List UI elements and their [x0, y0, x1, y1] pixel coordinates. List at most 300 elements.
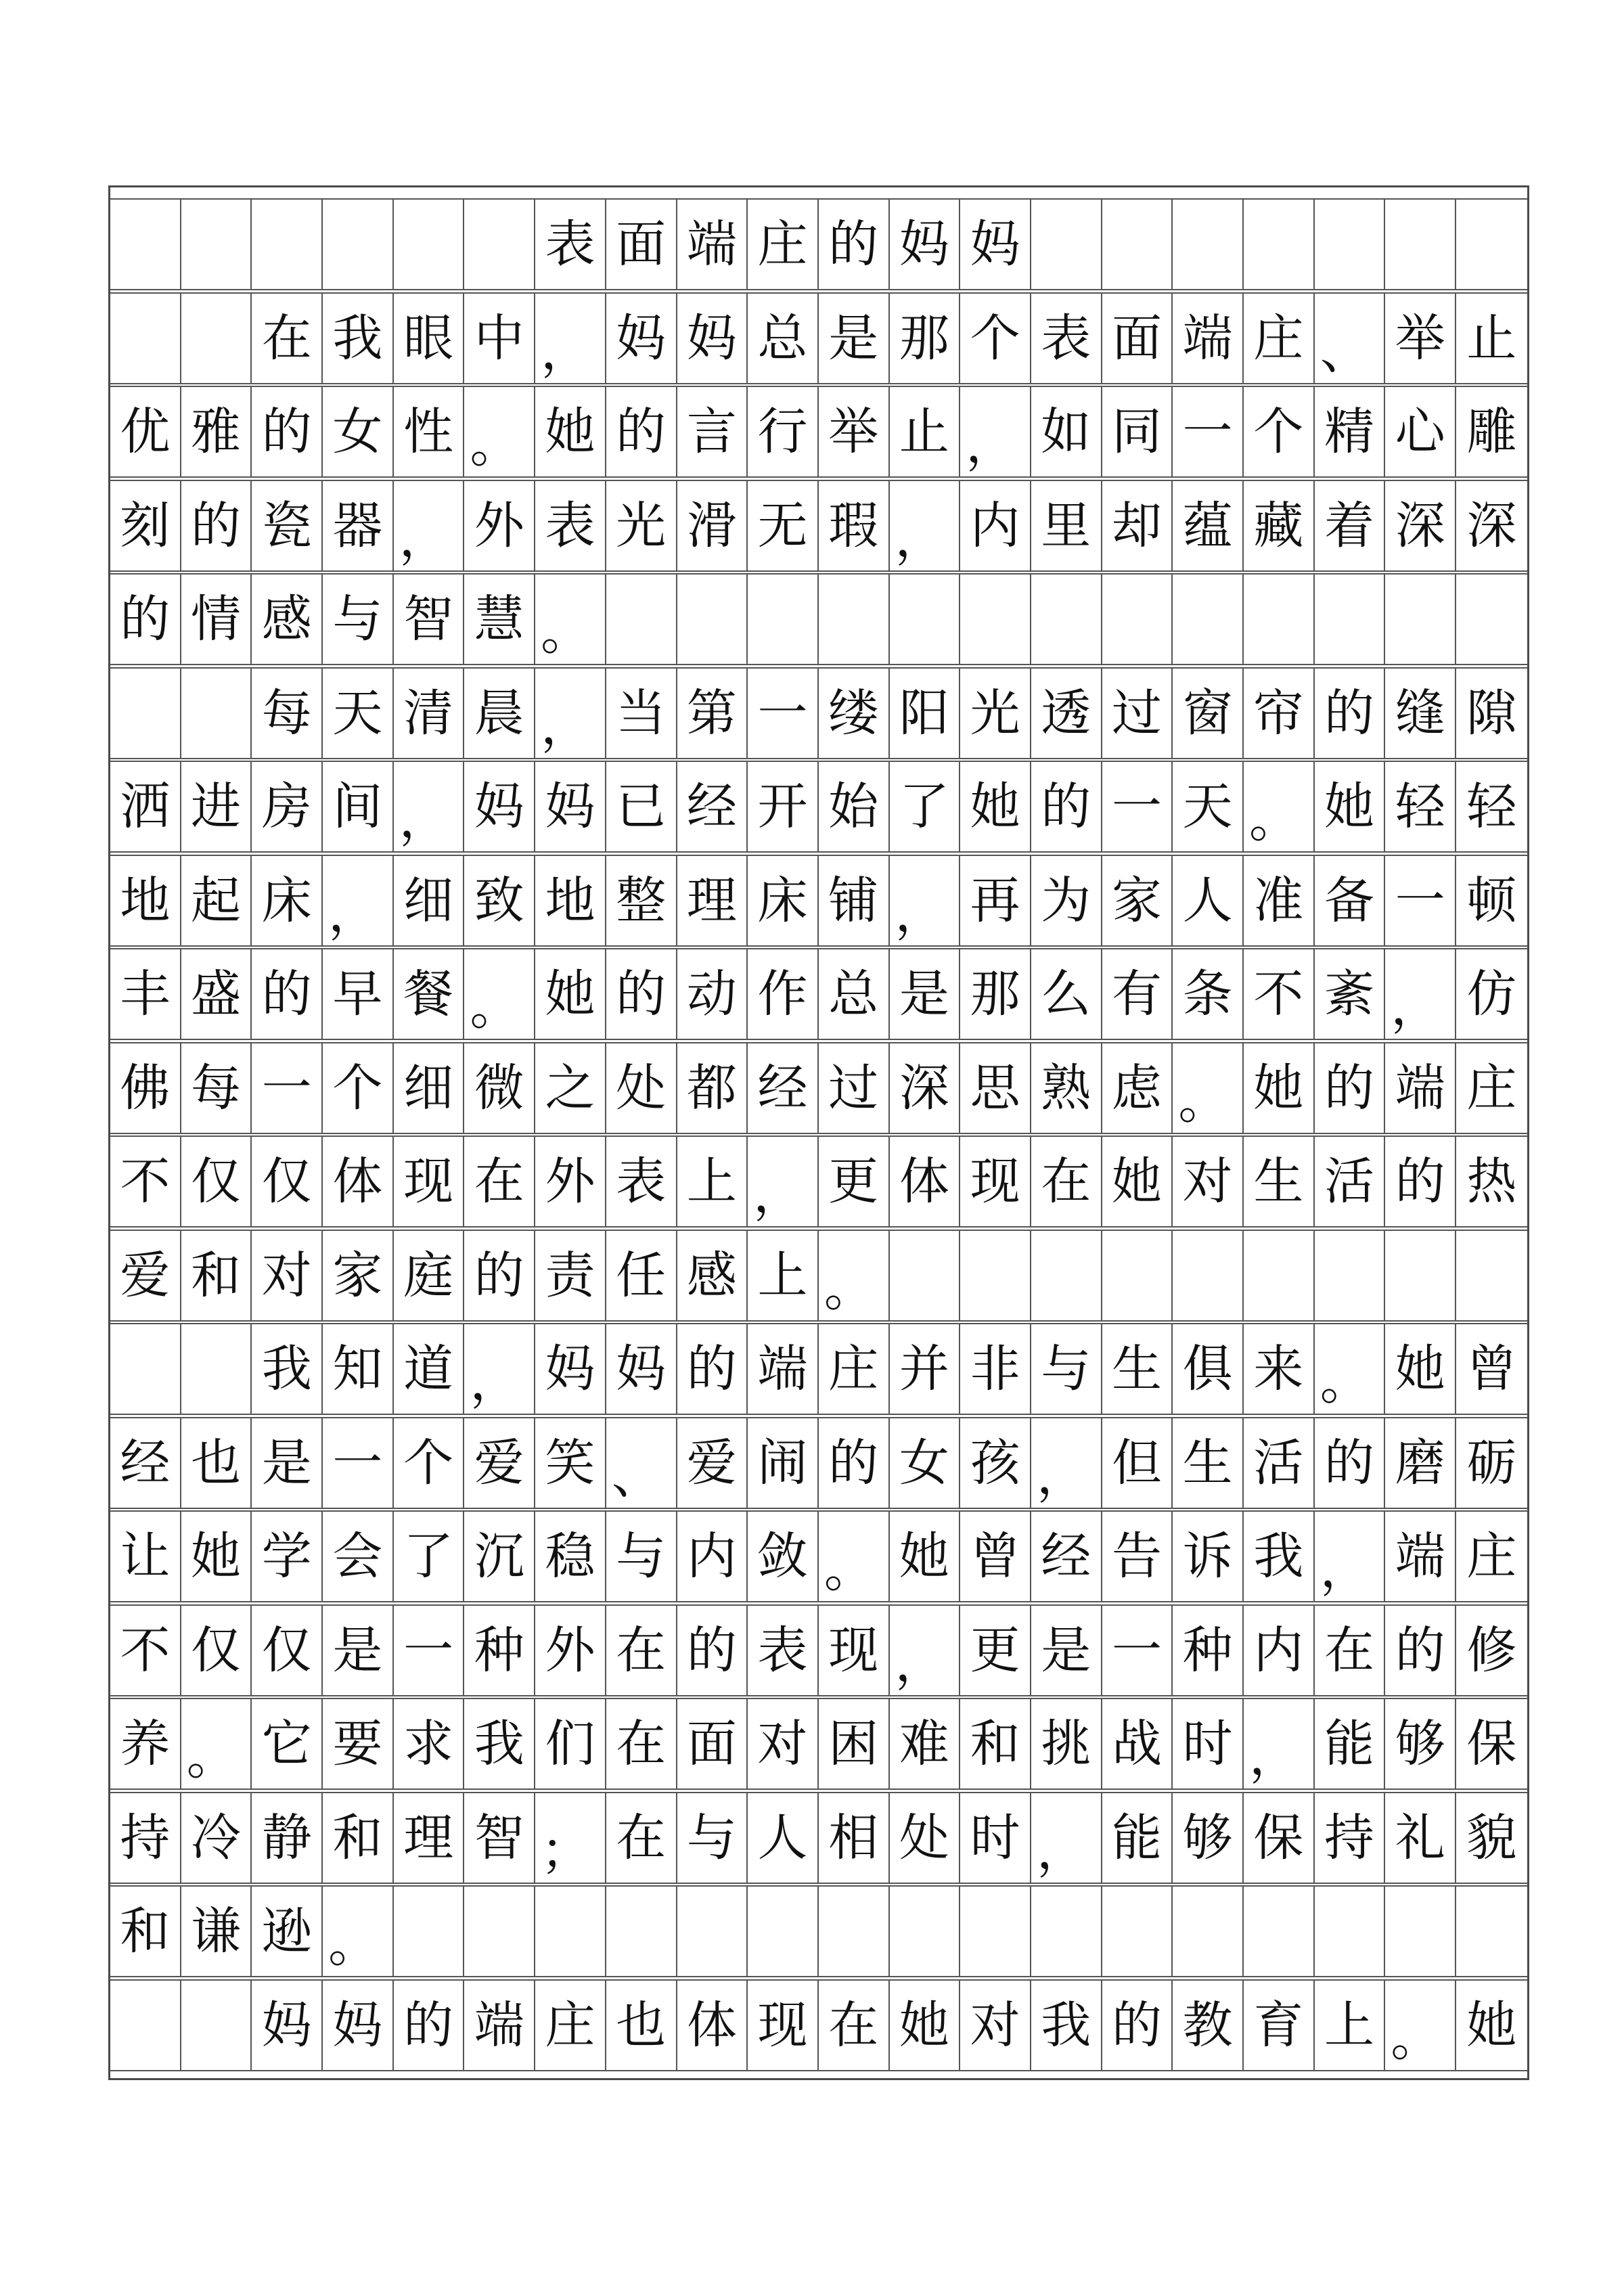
empty-cell	[1315, 575, 1386, 664]
grid-row	[110, 1979, 1527, 2071]
char-cell: 光	[960, 669, 1031, 758]
char-cell: 的	[677, 1606, 748, 1695]
punctuation-cell: ，	[323, 856, 394, 945]
grid-row	[110, 480, 1527, 572]
char-cell: 求	[394, 1699, 465, 1788]
char-cell: 不	[110, 1606, 181, 1695]
char-cell: 对	[960, 1981, 1031, 2070]
char-cell: 在	[1031, 1137, 1102, 1226]
char-cell: 来	[1244, 1324, 1315, 1414]
char-cell: 都	[677, 1043, 748, 1133]
char-cell: 刻	[110, 481, 181, 570]
char-cell: 告	[1102, 1512, 1173, 1601]
char-cell: 面	[677, 1699, 748, 1788]
char-cell: 庄	[1244, 294, 1315, 383]
char-cell: 它	[252, 1699, 323, 1788]
char-cell: 表	[606, 1137, 677, 1226]
char-cell: 我	[323, 294, 394, 383]
char-cell: 是	[1031, 1606, 1102, 1695]
char-cell: 够	[1385, 1699, 1456, 1788]
empty-cell	[181, 200, 252, 289]
char-cell: 庄	[1466, 1527, 1517, 1585]
char-cell: 动	[677, 949, 748, 1039]
char-cell: 情	[181, 575, 252, 664]
char-cell: 瑕	[819, 481, 890, 570]
char-cell: 时	[1173, 1699, 1244, 1788]
grid-row	[110, 1042, 1527, 1134]
char-cell: 的	[606, 949, 677, 1039]
char-cell: 冷	[181, 1793, 252, 1883]
char-cell: 进	[181, 762, 252, 851]
punctuation-cell: ，	[1031, 1418, 1102, 1508]
char-cell: 一	[323, 1418, 394, 1508]
grid-row	[110, 1135, 1527, 1228]
char-cell: 妈	[535, 762, 606, 851]
empty-cell	[1244, 575, 1315, 664]
char-cell: 缝	[1385, 669, 1456, 758]
char-cell: 始	[819, 762, 890, 851]
char-cell: 逊	[252, 1887, 323, 1976]
char-cell: 外	[535, 1606, 606, 1695]
char-cell: 经	[748, 1043, 819, 1133]
char-cell: 和	[110, 1887, 181, 1976]
punctuation-cell: 。	[464, 387, 535, 476]
char-cell: 家	[323, 1231, 394, 1320]
empty-cell	[181, 294, 252, 383]
char-cell: 的	[181, 481, 252, 570]
empty-cell	[819, 1887, 890, 1976]
char-cell: 的	[252, 949, 323, 1039]
char-cell: 的	[819, 200, 890, 289]
char-cell: 知	[323, 1324, 394, 1414]
char-cell: 持	[110, 1793, 181, 1883]
punctuation-cell: ，	[394, 481, 465, 570]
punctuation-cell: 。	[181, 1699, 252, 1788]
char-cell: 细	[394, 1043, 465, 1133]
char-cell: 餐	[394, 949, 465, 1039]
char-cell: 在	[252, 294, 323, 383]
char-cell: 表	[535, 481, 606, 570]
empty-cell	[110, 1324, 181, 1414]
punctuation-cell: ，	[535, 294, 606, 383]
char-cell: 保	[1466, 1715, 1517, 1773]
char-cell: 生	[1173, 1418, 1244, 1508]
char-cell: 的	[1031, 762, 1102, 851]
char-cell: 对	[1173, 1137, 1244, 1226]
char-cell: 丰	[110, 949, 181, 1039]
char-cell: 她	[535, 387, 606, 476]
empty-cell	[394, 200, 465, 289]
char-cell: 活	[1244, 1418, 1315, 1508]
char-cell: 庄	[819, 1324, 890, 1414]
char-cell: 过	[819, 1043, 890, 1133]
char-cell: 妈	[606, 1324, 677, 1414]
grid-row	[110, 1230, 1527, 1322]
char-cell: 她	[960, 762, 1031, 851]
punctuation-cell: 。	[819, 1231, 890, 1320]
char-cell: 表	[535, 200, 606, 289]
grid-row	[110, 1417, 1527, 1509]
composition-grid-paper	[108, 185, 1529, 2080]
char-cell: 房	[252, 762, 323, 851]
char-cell: 洒	[110, 762, 181, 851]
char-cell: 外	[464, 481, 535, 570]
char-cell: 上	[677, 1137, 748, 1226]
char-cell: 与	[606, 1512, 677, 1601]
char-cell: 的	[1315, 1418, 1386, 1508]
char-cell: 精	[1315, 387, 1386, 476]
char-cell: 当	[606, 669, 677, 758]
char-cell: 战	[1102, 1699, 1173, 1788]
empty-cell	[1102, 200, 1173, 289]
char-cell: 孩	[960, 1418, 1031, 1508]
grid-row	[110, 855, 1527, 947]
char-cell: 已	[606, 762, 677, 851]
char-cell: 教	[1173, 1981, 1244, 2070]
punctuation-cell: ，	[394, 762, 465, 851]
char-cell: 爱	[677, 1418, 748, 1508]
char-cell: 内	[960, 481, 1031, 570]
punctuation-cell: 。	[819, 1512, 890, 1601]
char-cell: 女	[890, 1418, 961, 1508]
char-cell: 床	[252, 856, 323, 945]
char-cell: 备	[1315, 856, 1386, 945]
empty-cell	[1456, 200, 1527, 289]
char-cell: 如	[1031, 387, 1102, 476]
char-cell: 体	[677, 1981, 748, 2070]
char-cell: 她	[181, 1512, 252, 1601]
char-cell: 无	[748, 481, 819, 570]
char-cell: 现	[819, 1606, 890, 1695]
char-cell: 性	[394, 387, 465, 476]
char-cell: 透	[1031, 669, 1102, 758]
empty-cell	[1173, 575, 1244, 664]
char-cell: 是	[323, 1606, 394, 1695]
char-cell: 深	[1466, 496, 1517, 555]
char-cell: 天	[1173, 762, 1244, 851]
empty-cell	[1315, 200, 1386, 289]
grid-row	[110, 948, 1527, 1040]
char-cell: 个	[323, 1043, 394, 1133]
char-cell: 妈	[677, 294, 748, 383]
char-cell: 天	[323, 669, 394, 758]
char-cell: 仅	[252, 1606, 323, 1695]
punctuation-cell: ，	[464, 1324, 535, 1414]
char-cell: 磨	[1385, 1418, 1456, 1508]
grid-row	[110, 1510, 1527, 1602]
grid-row	[110, 1792, 1527, 1884]
char-cell: 整	[606, 856, 677, 945]
empty-cell	[1456, 1887, 1527, 1976]
char-cell: 阳	[890, 669, 961, 758]
char-cell: 也	[181, 1418, 252, 1508]
empty-cell	[606, 1887, 677, 1976]
title-row	[110, 198, 1527, 290]
char-cell: 慧	[464, 575, 535, 664]
char-cell: 端	[464, 1981, 535, 2070]
char-cell: 端	[677, 200, 748, 289]
empty-cell	[1173, 1887, 1244, 1976]
char-cell: 了	[394, 1512, 465, 1601]
empty-cell	[1102, 575, 1173, 664]
char-cell: 一	[748, 669, 819, 758]
grid-row	[110, 1604, 1527, 1696]
char-cell: 窗	[1173, 669, 1244, 758]
char-cell: 我	[1031, 1981, 1102, 2070]
punctuation-cell: 。	[323, 1887, 394, 1976]
char-cell: 是	[890, 949, 961, 1039]
char-cell: 种	[464, 1606, 535, 1695]
char-cell: 与	[677, 1793, 748, 1883]
char-cell: 人	[1173, 856, 1244, 945]
punctuation-cell: 。	[1173, 1043, 1244, 1133]
char-cell: 对	[252, 1231, 323, 1320]
char-cell: 活	[1315, 1137, 1386, 1226]
char-cell: 上	[748, 1231, 819, 1320]
char-cell: 地	[110, 856, 181, 945]
punctuation-cell: 。	[464, 949, 535, 1039]
char-cell: 经	[110, 1418, 181, 1508]
char-cell: 她	[1385, 1324, 1456, 1414]
punctuation-cell: ，	[890, 481, 961, 570]
char-cell: 妈	[535, 1324, 606, 1414]
char-cell: 体	[890, 1137, 961, 1226]
char-cell: 妈	[606, 294, 677, 383]
char-cell: 雕	[1466, 403, 1517, 461]
char-cell: 笑	[535, 1418, 606, 1508]
char-cell: 总	[748, 294, 819, 383]
char-cell: 床	[748, 856, 819, 945]
char-cell: 每	[181, 1043, 252, 1133]
char-cell: 端	[1385, 1512, 1456, 1601]
empty-cell	[1244, 200, 1315, 289]
char-cell: 过	[1102, 669, 1173, 758]
char-cell: 内	[677, 1512, 748, 1601]
char-cell: 妈	[960, 200, 1031, 289]
char-cell: 责	[535, 1231, 606, 1320]
char-cell: 相	[819, 1793, 890, 1883]
char-cell: 瓷	[252, 481, 323, 570]
char-cell: 在	[606, 1606, 677, 1695]
char-cell: 女	[323, 387, 394, 476]
char-cell: 着	[1315, 481, 1386, 570]
punctuation-cell: ，	[1385, 949, 1456, 1039]
punctuation-cell: 。	[1385, 1981, 1456, 2070]
empty-cell	[1385, 1231, 1456, 1320]
empty-cell	[1102, 1231, 1173, 1320]
punctuation-cell: 。	[1244, 762, 1315, 851]
char-cell: 在	[606, 1699, 677, 1788]
char-cell: 的	[252, 387, 323, 476]
char-cell: 难	[890, 1699, 961, 1788]
char-cell: 经	[1031, 1512, 1102, 1601]
char-cell: 仅	[252, 1137, 323, 1226]
char-cell: 表	[748, 1606, 819, 1695]
char-cell: 我	[252, 1324, 323, 1414]
char-cell: 的	[819, 1418, 890, 1508]
empty-cell	[1456, 575, 1527, 664]
char-cell: 在	[464, 1137, 535, 1226]
char-cell: 总	[819, 949, 890, 1039]
char-cell: 在	[819, 1981, 890, 2070]
char-cell: 是	[819, 294, 890, 383]
char-cell: 个	[960, 294, 1031, 383]
char-cell: 敛	[748, 1512, 819, 1601]
char-cell: 眼	[394, 294, 465, 383]
char-cell: 庄	[1466, 1058, 1517, 1117]
char-cell: 的	[464, 1231, 535, 1320]
char-cell: 仅	[181, 1137, 252, 1226]
char-cell: 学	[252, 1512, 323, 1601]
char-cell: 体	[323, 1137, 394, 1226]
char-cell: 一	[252, 1043, 323, 1133]
grid-row	[110, 761, 1527, 853]
char-cell: 的	[1315, 669, 1386, 758]
char-cell: 熟	[1031, 1043, 1102, 1133]
char-cell: 养	[110, 1699, 181, 1788]
char-cell: 的	[394, 1981, 465, 2070]
char-cell: 礼	[1385, 1793, 1456, 1883]
char-cell: 理	[677, 856, 748, 945]
char-cell: 妈	[323, 1981, 394, 2070]
char-cell: 个	[1244, 387, 1315, 476]
char-cell: 处	[606, 1043, 677, 1133]
punctuation-cell: 。	[1315, 1324, 1386, 1414]
char-cell: 藏	[1244, 481, 1315, 570]
char-cell: 和	[960, 1699, 1031, 1788]
grid-row	[110, 1323, 1527, 1415]
char-cell: 的	[677, 1324, 748, 1414]
char-cell: 言	[677, 387, 748, 476]
char-cell: 更	[960, 1606, 1031, 1695]
empty-cell	[960, 1887, 1031, 1976]
char-cell: 了	[890, 762, 961, 851]
char-cell: 妈	[464, 762, 535, 851]
char-cell: 思	[960, 1043, 1031, 1133]
empty-cell	[1102, 1887, 1173, 1976]
empty-cell	[890, 575, 961, 664]
char-cell: 妈	[252, 1981, 323, 2070]
empty-cell	[323, 200, 394, 289]
empty-cell	[1315, 1231, 1386, 1320]
char-cell: 貌	[1466, 1808, 1517, 1867]
char-cell: 一	[394, 1606, 465, 1695]
char-cell: 端	[748, 1324, 819, 1414]
char-cell: 要	[323, 1699, 394, 1788]
char-cell: 理	[394, 1793, 465, 1883]
char-cell: 够	[1173, 1793, 1244, 1883]
char-cell: 止	[890, 387, 961, 476]
char-cell: 是	[252, 1418, 323, 1508]
char-cell: 第	[677, 669, 748, 758]
empty-cell	[1031, 200, 1102, 289]
empty-cell	[464, 1887, 535, 1976]
char-cell: 条	[1173, 949, 1244, 1039]
punctuation-cell: ，	[890, 856, 961, 945]
char-cell: 生	[1102, 1324, 1173, 1414]
empty-cell	[110, 200, 181, 289]
empty-cell	[819, 575, 890, 664]
char-cell: 行	[748, 387, 819, 476]
char-cell: 生	[1244, 1137, 1315, 1226]
grid-row	[110, 573, 1527, 665]
empty-cell	[1244, 1231, 1315, 1320]
char-cell: 表	[1031, 294, 1102, 383]
char-cell: 的	[606, 387, 677, 476]
char-cell: 优	[110, 387, 181, 476]
char-cell: 作	[748, 949, 819, 1039]
char-cell: 一	[1173, 387, 1244, 476]
char-cell: 爱	[464, 1418, 535, 1508]
char-cell: 热	[1466, 1152, 1517, 1211]
punctuation-cell: ，	[748, 1137, 819, 1226]
char-cell: 么	[1031, 949, 1102, 1039]
empty-cell	[181, 1324, 252, 1414]
empty-cell	[1385, 575, 1456, 664]
empty-cell	[677, 1887, 748, 1976]
char-cell: 那	[890, 294, 961, 383]
empty-cell	[464, 200, 535, 289]
char-cell: 现	[394, 1137, 465, 1226]
char-cell: 但	[1102, 1418, 1173, 1508]
char-cell: 的	[1102, 1981, 1173, 2070]
char-cell: 与	[323, 575, 394, 664]
char-cell: 同	[1102, 387, 1173, 476]
empty-cell	[1385, 200, 1456, 289]
char-cell: 也	[606, 1981, 677, 2070]
empty-cell	[1385, 1887, 1456, 1976]
char-cell: 仅	[181, 1606, 252, 1695]
empty-cell	[110, 294, 181, 383]
char-cell: 心	[1385, 387, 1456, 476]
char-cell: 深	[890, 1043, 961, 1133]
char-cell: 和	[323, 1793, 394, 1883]
char-cell: 能	[1315, 1699, 1386, 1788]
char-cell: 面	[606, 200, 677, 289]
char-cell: 曾	[960, 1512, 1031, 1601]
char-cell: 雅	[181, 387, 252, 476]
empty-cell	[181, 669, 252, 758]
char-cell: 一	[1102, 1606, 1173, 1695]
char-cell: 佛	[110, 1043, 181, 1133]
empty-cell	[1031, 1887, 1102, 1976]
char-cell: 一	[1385, 856, 1456, 945]
char-cell: 不	[1244, 949, 1315, 1039]
empty-cell	[181, 1981, 252, 2070]
char-cell: 一	[1102, 762, 1173, 851]
char-cell: 晨	[464, 669, 535, 758]
char-cell: 静	[252, 1793, 323, 1883]
char-cell: 她	[1315, 762, 1386, 851]
empty-cell	[1031, 575, 1102, 664]
punctuation-cell: ，	[1244, 1699, 1315, 1788]
char-cell: 蕴	[1173, 481, 1244, 570]
empty-cell	[890, 1887, 961, 1976]
char-cell: 育	[1244, 1981, 1315, 2070]
empty-cell	[606, 575, 677, 664]
empty-cell	[960, 1231, 1031, 1320]
char-cell: 帘	[1244, 669, 1315, 758]
char-cell: 谦	[181, 1887, 252, 1976]
char-cell: 的	[1315, 1043, 1386, 1133]
char-cell: 端	[1173, 294, 1244, 383]
char-cell: 道	[394, 1324, 465, 1414]
char-cell: 内	[1244, 1606, 1315, 1695]
char-cell: 紊	[1315, 949, 1386, 1039]
char-cell: 经	[677, 762, 748, 851]
char-cell: 深	[1385, 481, 1456, 570]
char-cell: 滑	[677, 481, 748, 570]
